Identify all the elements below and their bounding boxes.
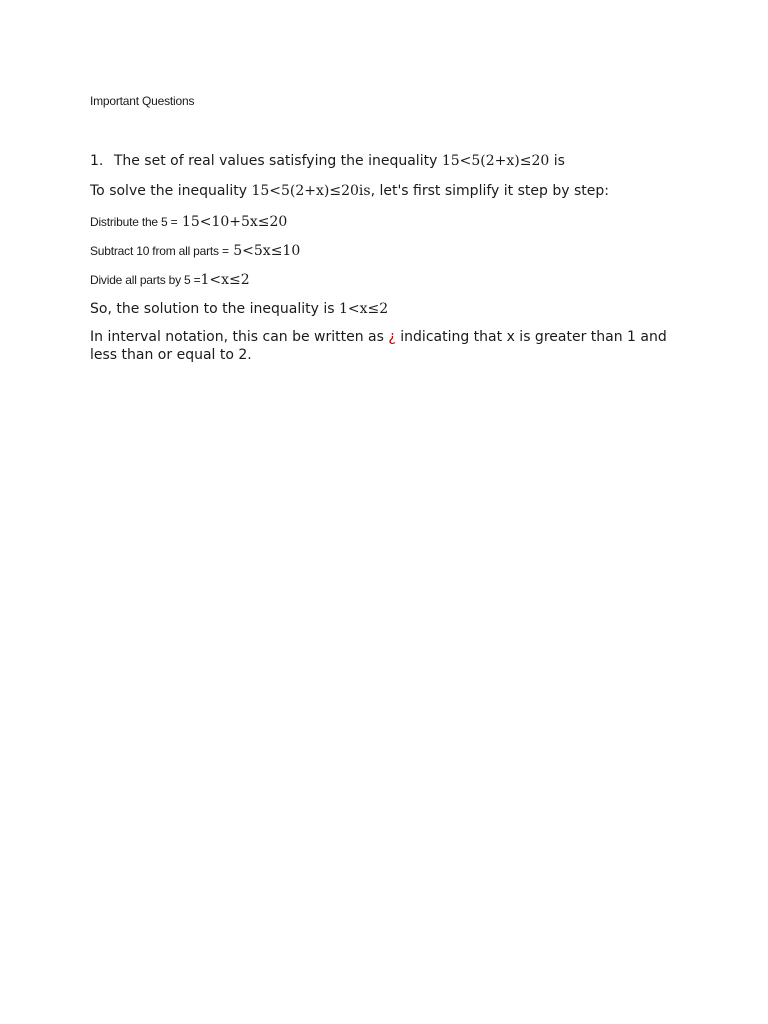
- question-text: The set of real values satisfying the inequality: [113, 153, 438, 169]
- interval-paragraph: [90, 328, 680, 364]
- step-label: Distribute the 5 =: [90, 215, 178, 229]
- step-subtract: [90, 242, 300, 260]
- document-heading: Important Questions: [90, 94, 195, 108]
- step-math: 1<x≤2: [200, 272, 250, 288]
- solution-math: 1<x≤2: [338, 301, 389, 317]
- intro-suffix: , let's first simplify it step by step:: [370, 183, 609, 199]
- solution-prefix: So, the solution to the inequality is: [90, 301, 335, 317]
- intro-prefix: To solve the inequality: [90, 183, 247, 199]
- step-math: 15<10+5x≤20: [181, 214, 288, 230]
- step-label: Divide all parts by 5 =: [90, 273, 201, 287]
- interval-suffix: indicating that x is greater than 1 and less than or equal to 2.: [90, 329, 667, 363]
- interval-symbol: ¿: [388, 329, 396, 345]
- interval-prefix: In interval notation, this can be written as: [90, 329, 384, 345]
- question-math: 15<5(2+x)≤20: [441, 153, 550, 169]
- step-math: 5<5x≤10: [233, 243, 301, 259]
- question-number: 1.: [90, 153, 104, 169]
- question-line: [90, 152, 565, 170]
- question-suffix: is: [553, 153, 565, 169]
- solution-line: [90, 300, 388, 318]
- step-distribute: [90, 213, 287, 231]
- intro-line: [90, 182, 609, 200]
- step-label: Subtract 10 from all parts =: [90, 244, 229, 258]
- step-divide: [90, 271, 250, 289]
- intro-math: 15<5(2+x)≤20is: [251, 183, 371, 199]
